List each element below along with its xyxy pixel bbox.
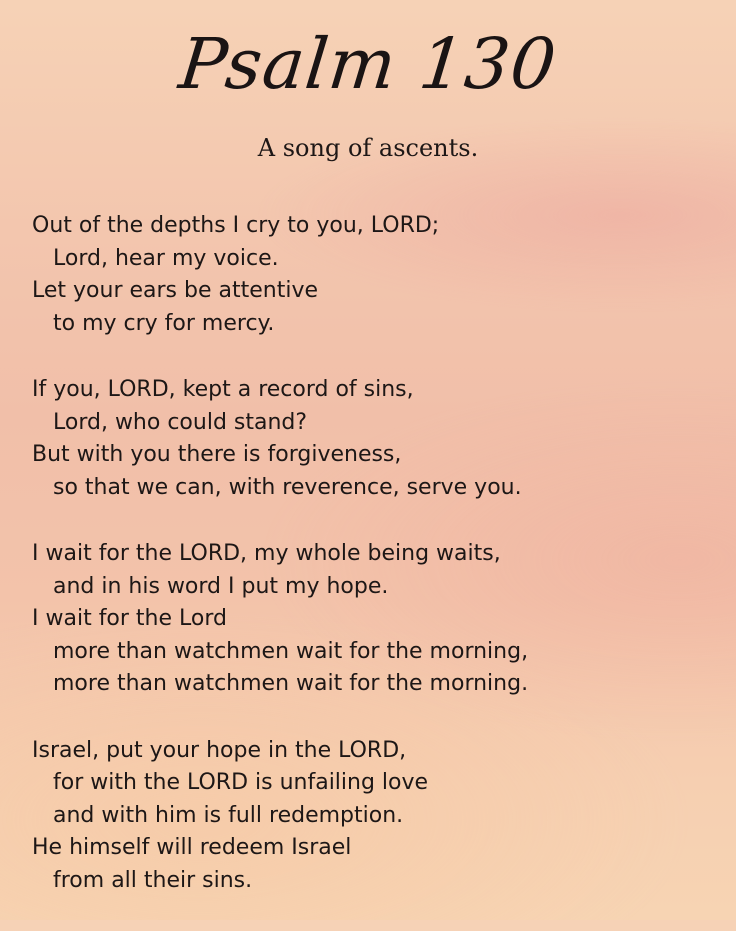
page-subtitle: A song of ascents. — [257, 134, 479, 162]
page-title: Psalm 130 — [175, 23, 561, 105]
poem-line: more than watchmen wait for the morning. — [53, 671, 529, 696]
stanza-3 — [32, 538, 722, 701]
poem-line: Let your ears be attentive — [32, 278, 318, 303]
stanza-1 — [32, 210, 722, 340]
poem-line: Israel, put your hope in the LORD, — [32, 737, 407, 763]
stanza-4 — [32, 735, 722, 898]
poem-line: and with him is full redemption. — [53, 802, 404, 828]
poem-line: from all their sins. — [53, 867, 253, 893]
poem-line: He himself will redeem Israel — [32, 835, 352, 860]
poem-line: to my cry for mercy. — [53, 310, 275, 336]
poem-body — [32, 210, 722, 931]
poem-line: more than watchmen wait for the morning, — [53, 638, 529, 664]
poem-line: for with the LORD is unfailing love — [53, 770, 429, 795]
poem-line: Lord, hear my voice. — [53, 245, 279, 271]
poem-line: But with you there is forgiveness, — [32, 442, 402, 467]
poem-line: Lord, who could stand? — [53, 409, 308, 435]
poem-line: If you, LORD, kept a record of sins, — [32, 377, 414, 402]
poem-line: I wait for the Lord — [32, 606, 227, 631]
stanza-2 — [32, 374, 722, 504]
poem-line: and in his word I put my hope. — [53, 573, 389, 599]
poem-line: I wait for the LORD, my whole being waits, — [32, 541, 501, 566]
poem-line: so that we can, with reverence, serve you. — [53, 474, 522, 500]
poem-line: Out of the depths I cry to you, LORD; — [32, 213, 440, 238]
